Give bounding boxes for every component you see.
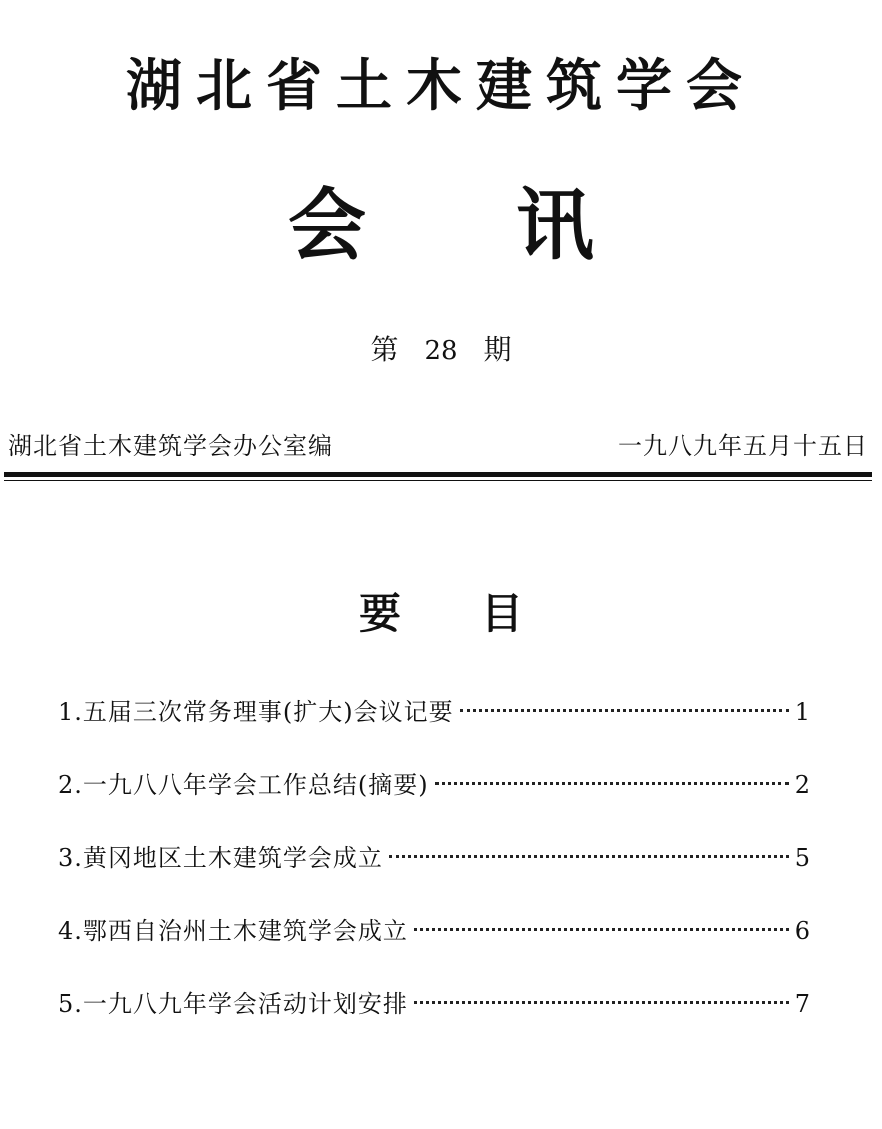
- toc-dot-leader: [435, 782, 789, 785]
- issue-date: 一九八九年五月十五日: [618, 432, 868, 460]
- toc-dot-leader: [414, 928, 789, 931]
- toc-item-page: 1: [794, 698, 810, 726]
- issue-number: [0, 330, 882, 371]
- toc-dot-leader: [389, 855, 789, 858]
- header-rule-thin: [4, 480, 872, 481]
- issue-prefix: 第: [370, 333, 399, 366]
- header-rule-thick: [4, 472, 872, 477]
- toc-item: [58, 838, 810, 911]
- toc-item: [58, 911, 810, 984]
- toc-dot-leader: [460, 709, 789, 712]
- toc-item-title: 2.一九八八年学会工作总结(摘要): [58, 771, 429, 799]
- toc-item: [58, 765, 810, 838]
- toc-item-page: 7: [794, 990, 810, 1018]
- toc-item: [58, 692, 810, 765]
- organization-title: 湖北省土木建筑学会: [126, 54, 756, 119]
- toc-item-page: 5: [794, 844, 810, 872]
- toc-item-page: 6: [794, 917, 810, 945]
- issue-suffix: 期: [483, 333, 512, 366]
- editor-credit: 湖北省土木建筑学会办公室编: [8, 432, 333, 460]
- toc-item-title: 3.黄冈地区土木建筑学会成立: [58, 844, 383, 872]
- toc-item-page: 2: [794, 771, 810, 799]
- toc-dot-leader: [414, 1001, 789, 1004]
- toc-item-title: 1.五届三次常务理事(扩大)会议记要: [58, 698, 454, 726]
- issue-value: 28: [424, 336, 458, 366]
- toc-item-title: 5.一九八九年学会活动计划安排: [58, 990, 408, 1018]
- toc-item-title: 4.鄂西自治州土木建筑学会成立: [58, 917, 408, 945]
- toc-item: [58, 984, 810, 1057]
- table-of-contents: [58, 692, 810, 1057]
- toc-heading: 要目: [358, 589, 603, 638]
- masthead-line: [8, 426, 868, 466]
- publication-title: 会讯: [287, 181, 744, 271]
